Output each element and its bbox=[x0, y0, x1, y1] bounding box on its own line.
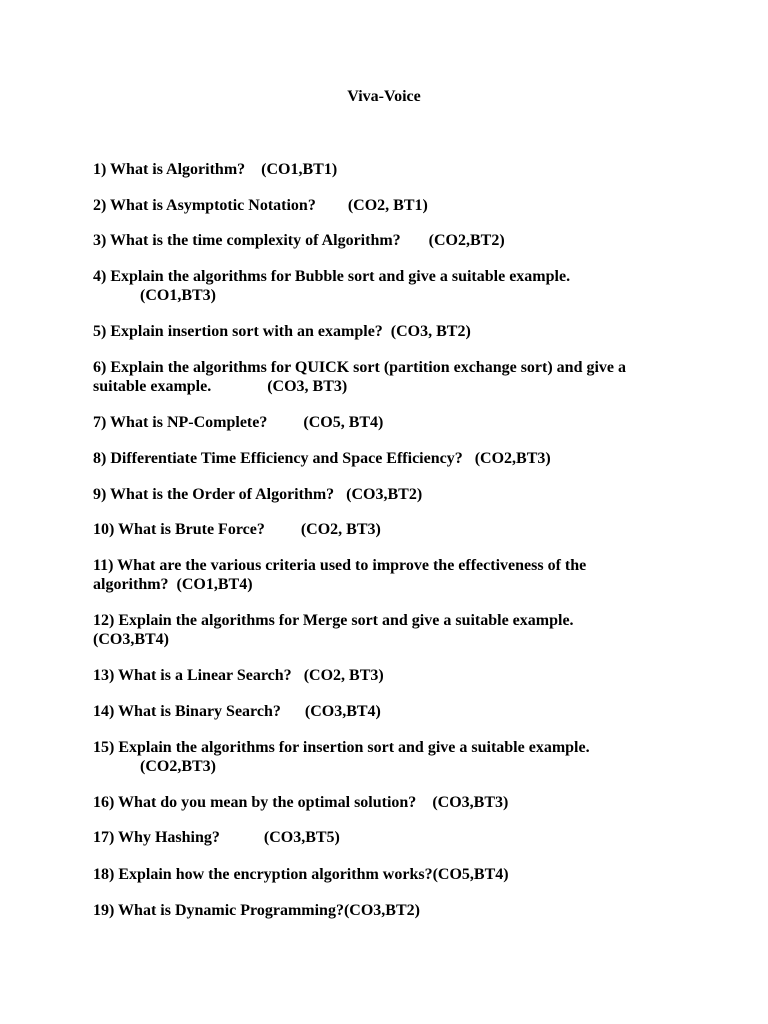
question-text: 15) Explain the algorithms for insertion sort and give a suitable example. bbox=[93, 739, 590, 756]
question-tag: (CO2,BT2) bbox=[428, 232, 505, 249]
question-18 bbox=[93, 865, 693, 884]
question-11 bbox=[93, 556, 693, 594]
question-text: 19) What is Dynamic Programming? bbox=[93, 902, 344, 919]
question-text: 5) Explain insertion sort with an example? bbox=[93, 323, 383, 340]
question-text: 2) What is Asymptotic Notation? bbox=[93, 197, 316, 214]
question-tag: (CO5, BT4) bbox=[303, 414, 384, 431]
question-10 bbox=[93, 520, 693, 539]
question-5 bbox=[93, 322, 693, 341]
question-text: 11) What are the various criteria used to improve the effectiveness of the bbox=[93, 557, 587, 574]
question-text: 12) Explain the algorithms for Merge sort and give a suitable example. bbox=[93, 612, 574, 629]
question-text: 4) Explain the algorithms for Bubble sort and give a suitable example. bbox=[93, 268, 571, 285]
question-1 bbox=[93, 160, 693, 179]
question-text-cont: suitable example. bbox=[93, 378, 212, 395]
question-tag: (CO3,BT2) bbox=[343, 902, 420, 919]
question-tag: (CO5,BT4) bbox=[432, 866, 509, 883]
question-8 bbox=[93, 449, 693, 468]
question-tag: (CO1,BT4) bbox=[176, 576, 253, 593]
question-text: 10) What is Brute Force? bbox=[93, 521, 265, 538]
question-text: 13) What is a Linear Search? bbox=[93, 667, 292, 684]
page-title: Viva-Voice bbox=[347, 88, 421, 105]
question-tag: (CO3,BT5) bbox=[263, 829, 340, 846]
question-tag: (CO2,BT3) bbox=[140, 758, 216, 775]
question-tag: (CO2, BT1) bbox=[347, 197, 428, 214]
question-tag: (CO3,BT4) bbox=[304, 703, 381, 720]
question-text: 1) What is Algorithm? bbox=[93, 161, 246, 178]
question-text: 18) Explain how the encryption algorithm works? bbox=[93, 866, 433, 883]
question-2 bbox=[93, 196, 693, 215]
question-4 bbox=[93, 267, 693, 305]
question-text: 17) Why Hashing? bbox=[93, 829, 220, 846]
question-text: 6) Explain the algorithms for QUICK sort (partition exchange sort) and give a bbox=[93, 359, 627, 376]
question-text: 3) What is the time complexity of Algorithm? bbox=[93, 232, 401, 249]
question-tag: (CO3,BT3) bbox=[432, 794, 509, 811]
question-19 bbox=[93, 901, 693, 920]
question-17 bbox=[93, 828, 693, 847]
question-text: 14) What is Binary Search? bbox=[93, 703, 281, 720]
question-tag: (CO3, BT2) bbox=[390, 323, 471, 340]
question-tag: (CO2, BT3) bbox=[300, 521, 381, 538]
question-tag: (CO2,BT3) bbox=[474, 450, 551, 467]
question-6 bbox=[93, 358, 693, 396]
question-text-cont: algorithm? bbox=[93, 576, 169, 593]
question-tag: (CO1,BT1) bbox=[261, 161, 338, 178]
question-7 bbox=[93, 413, 693, 432]
question-9 bbox=[93, 485, 693, 504]
question-text: 9) What is the Order of Algorithm? bbox=[93, 486, 335, 503]
question-14 bbox=[93, 702, 693, 721]
question-text: 7) What is NP-Complete? bbox=[93, 414, 268, 431]
question-15 bbox=[93, 738, 693, 776]
question-tag: (CO3,BT4) bbox=[93, 631, 169, 648]
question-text: 8) Differentiate Time Efficiency and Space Efficiency? bbox=[93, 450, 463, 467]
question-tag: (CO1,BT3) bbox=[140, 287, 216, 304]
question-16 bbox=[93, 793, 693, 812]
question-tag: (CO3,BT2) bbox=[346, 486, 423, 503]
question-3 bbox=[93, 231, 693, 250]
question-12 bbox=[93, 611, 693, 649]
question-text: 16) What do you mean by the optimal solution? bbox=[93, 794, 417, 811]
question-tag: (CO3, BT3) bbox=[267, 378, 348, 395]
question-tag: (CO2, BT3) bbox=[303, 667, 384, 684]
question-13 bbox=[93, 666, 693, 685]
